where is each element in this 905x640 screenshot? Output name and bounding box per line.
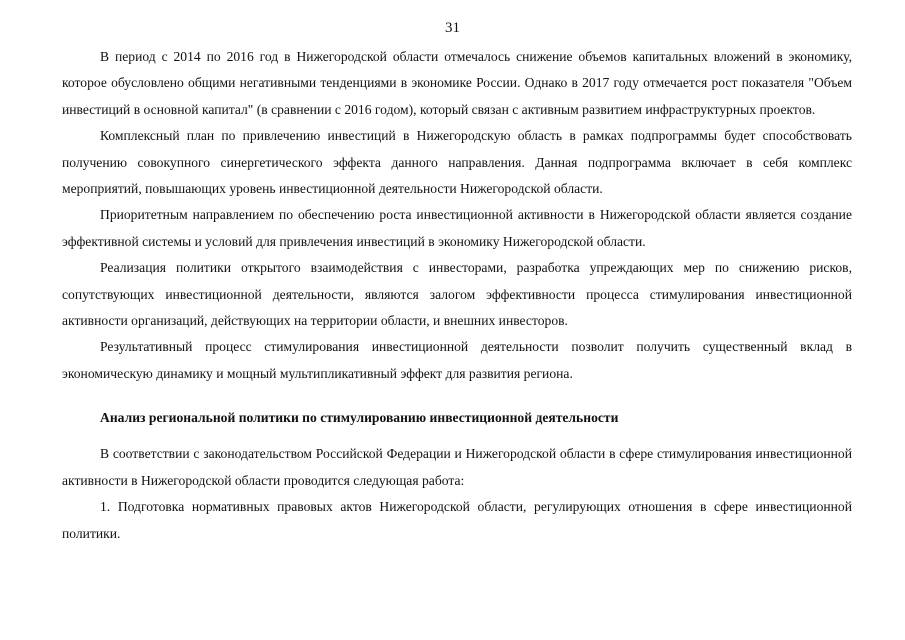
paragraph-open-interaction-policy: Реализация политики открытого взаимодействия с инвесторами, разработка упреждающих мер по снижению рисков, сопутствующих инвестиционной деятельности, являются залогом эффективности процесса стимулирования инвестиционной активности организаций, действующих на территории области, и внешних инвесторов. — [62, 260, 852, 329]
list-item-regulatory-acts: 1. Подготовка нормативных правовых актов Нижегородской области, регулирующих отношения в сфере инвестиционной политики. — [62, 499, 852, 541]
paragraph-investment-dynamics: В период с 2014 по 2016 год в Нижегородской области отмечалось снижение объемов капитальных вложений в экономику, которое обусловлено общими негативными тенденциями в экономике России. Однако в 2017 году отмечается рост показателя "Объем инвестиций в основной капитал" (в сравнении с 2016 годом), который связан с активным развитием инфраструктурных проектов. — [62, 49, 852, 117]
paragraph-effective-stimulation: Результативный процесс стимулирования инвестиционной деятельности позволит получить существенный вклад в экономическую динамику и мощный мультипликативный эффект для развития региона. — [62, 339, 852, 381]
document-body — [62, 44, 852, 547]
section-heading: Анализ региональной политики по стимулированию инвестиционной деятельности — [100, 410, 619, 426]
paragraph-complex-plan: Комплексный план по привлечению инвестиций в Нижегородскую область в рамках подпрограммы будет способствовать получению совокупного синергетического эффекта данного направления. Данная подпрограмма включает в себя комплекс мероприятий, повышающих уровень инвестиционной деятельности Нижегородской области. — [62, 128, 852, 197]
page-number: 31 — [445, 20, 460, 36]
paragraph-priority-direction: Приоритетным направлением по обеспечению роста инвестиционной активности в Нижегородской области является создание эффективной системы и условий для привлечения инвестиций в экономику Нижегородской области. — [62, 207, 852, 249]
paragraph-legislation: В соответствии с законодательством Российской Федерации и Нижегородской области в сфере стимулирования инвестиционной активности в Нижегородской области проводится следующая работа: — [62, 446, 852, 488]
